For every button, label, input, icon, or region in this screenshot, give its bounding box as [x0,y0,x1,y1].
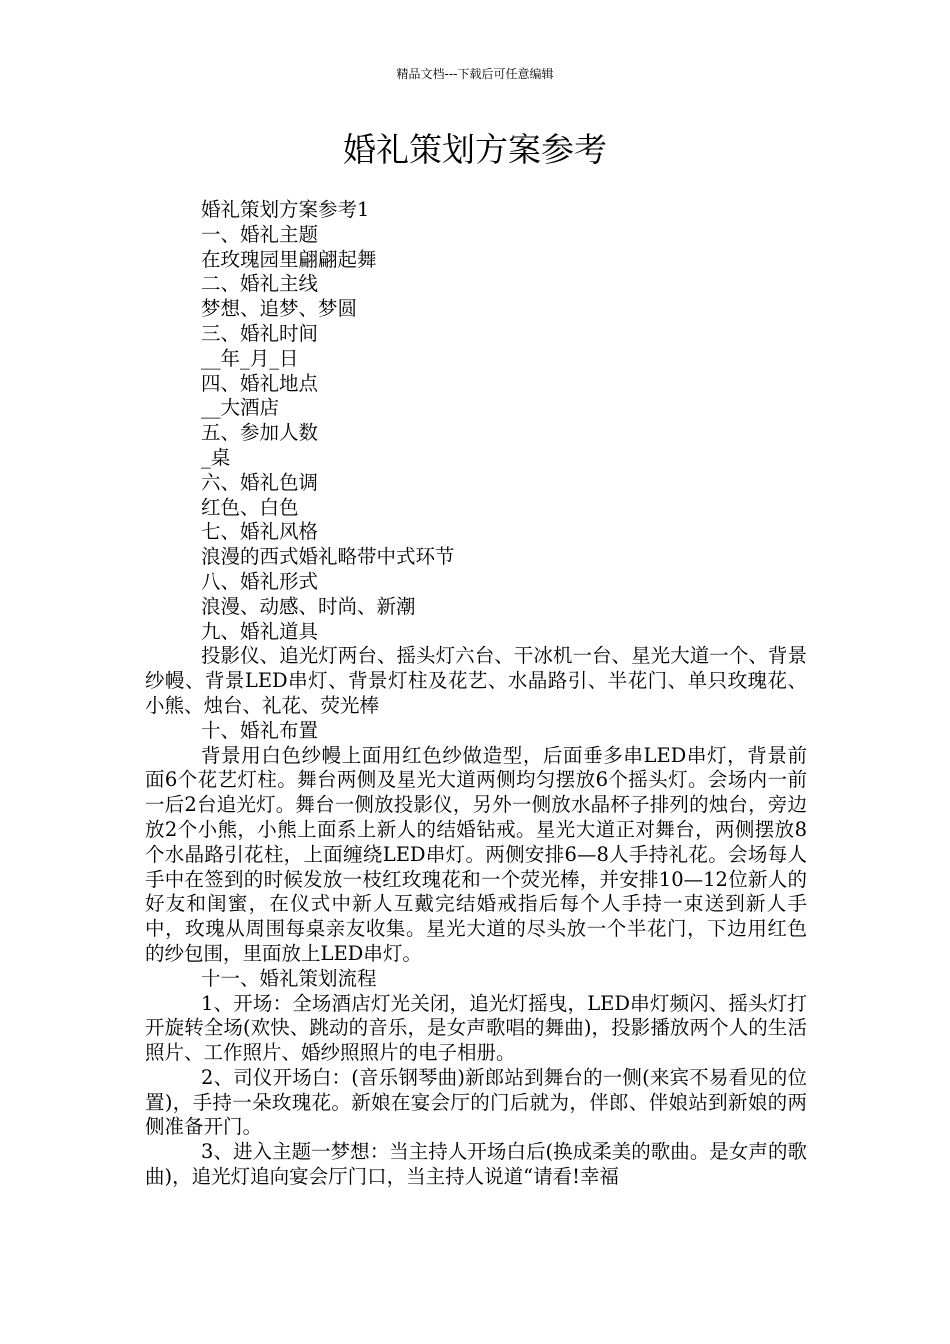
process-paragraph-dream: 3、进入主题一梦想：当主持人开场白后(换成柔美的歌曲。是女声的歌曲)，追光灯追向宴会厅门口，当主持人说道“请看!幸福 [145,1140,807,1189]
section-line: _桌 [201,445,231,469]
props-paragraph: 投影仪、追光灯两台、摇头灯六台、干冰机一台、星光大道一个、背景纱幔、背景LED串灯、背景灯柱及花艺、水晶路引、半花门、单只玫瑰花、小熊、烛台、礼花、荧光棒 [145,644,807,717]
section-line: 浪漫、动感、时尚、新潮 [201,594,416,618]
section-line: 红色、白色 [201,495,299,519]
document-body [145,198,807,1190]
document-title: 婚礼策划方案参考 [343,130,607,169]
section-line: 在玫瑰园里翩翩起舞 [201,247,377,271]
page-header-note: 精品文档---下载后可任意编辑 [396,67,554,81]
process-paragraph-opening: 1、开场：全场酒店灯光关闭，追光灯摇曳，LED串灯频闪、摇头灯打开旋转全场(欢快、跳动的音乐，是女声歌唱的舞曲)，投影播放两个人的生活照片、工作照片、婚纱照照片的电子相册。 [145,991,807,1065]
process-heading: 十一、婚礼策划流程 [201,966,377,990]
section-line: 浪漫的西式婚礼略带中式环节 [201,545,455,569]
section-line: 七、婚礼风格 [201,520,319,544]
section-line: 四、婚礼地点 [201,371,319,395]
section-line: 六、婚礼色调 [201,470,319,494]
layout-paragraph: 背景用白色纱幔上面用红色纱做造型，后面垂多串LED串灯，背景前面6个花艺灯柱。舞台两侧及星光大道两侧均匀摆放6个摇头灯。会场内一前一后2台追光灯。舞台一侧放投影仪，另外一侧放水晶杯子排列的烛台，旁边放2个小熊，小熊上面系上新人的结婚钻戒。星光大道正对舞台，两侧摆放8个水晶路引花柱，上面缠绕LED串灯。两侧安排6—8人手持礼花。会场每人手中在签到的时候发放一枝红玫瑰花和一个荧光棒，并安排10—12位新人的好友和闺蜜，在仪式中新人互戴完结婚戒指后每个人手持一束送到新人手中，玫瑰从周围每桌亲友收集。星光大道的尽头放一个半花门，下边用红色的纱包围，里面放上LED串灯。 [145,743,807,965]
process-paragraph-host-intro: 2、司仪开场白：(音乐钢琴曲)新郎站到舞台的一侧(来宾不易看见的位置)，手持一朵玫瑰花。新娘在宴会厅的门后就为，伴郎、伴娘站到新娘的两侧准备开门。 [145,1065,807,1139]
section-line: 五、参加人数 [201,421,319,445]
section-line: 三、婚礼时间 [201,321,319,345]
layout-heading: 十、婚礼布置 [201,718,319,742]
section-line: __年_月_日 [201,346,299,370]
section-line: 婚礼策划方案参考1 [201,198,370,221]
section-line: 九、婚礼道具 [201,619,319,643]
section-line: 一、婚礼主题 [201,222,319,246]
section-line: __大酒店 [201,396,280,420]
section-line: 梦想、追梦、梦圆 [201,297,358,321]
section-line: 二、婚礼主线 [201,272,319,296]
section-line: 八、婚礼形式 [201,569,319,593]
